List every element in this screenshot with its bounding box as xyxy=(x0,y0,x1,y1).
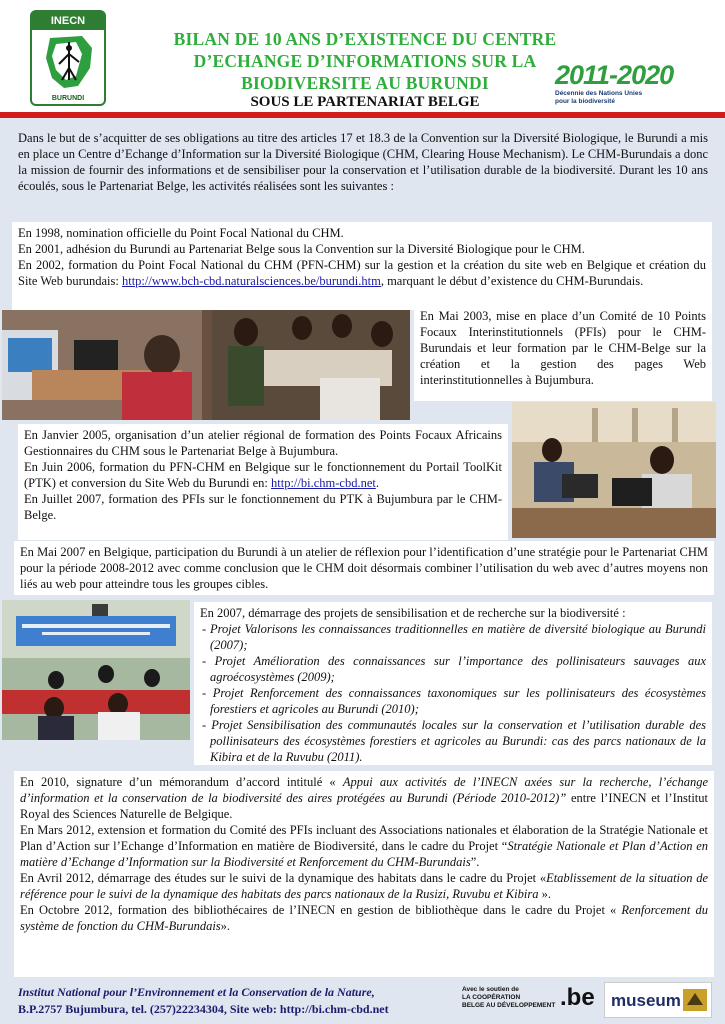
partner-line-3: BELGE AU DÉVELOPPEMENT xyxy=(462,1002,556,1009)
training-photo-workshop xyxy=(512,402,716,538)
footer-address: B.P.2757 Bujumbura, tel. (257)22234304, Site web: http://bi.chm-cbd.net xyxy=(18,1002,389,1016)
belgian-cooperation-logo xyxy=(462,986,558,1010)
partner-line-2: LA COOPÉRATION xyxy=(462,994,521,1001)
page-title xyxy=(150,28,580,94)
page-subtitle: SOUS LE PARTENARIAT BELGE xyxy=(250,94,480,110)
inecn-logo-caption: BURUNDI xyxy=(51,95,85,102)
entry-2001: En 2001, adhésion du Burundi au Partenariat Belge sous la Convention sur la Diversité Biologique pour le CHM. xyxy=(18,242,585,256)
title-line-1: BILAN DE 10 ANS D’EXISTENCE DU CENTRE xyxy=(173,29,557,49)
title-line-3: BIODIVERSITE AU BURUNDI xyxy=(241,73,489,93)
entry-july-2007: En Juillet 2007, formation des PFIs sur le fonctionnement du PTK à Bujumbura par le CHM-Belge. xyxy=(24,492,502,522)
timeline-block-1998-2002 xyxy=(12,222,712,310)
entry-1998: En 1998, nomination officielle du Point Focal National du CHM. xyxy=(18,226,344,240)
page-footer xyxy=(0,978,725,1024)
footer-institution: Institut National pour l’Environnement et la Conservation de la Nature, xyxy=(18,985,375,999)
training-photo-computer-room xyxy=(2,310,410,420)
museum-logo xyxy=(604,982,712,1018)
header-divider xyxy=(0,112,725,118)
partner-line-1: Avec le soutien de xyxy=(462,986,519,993)
decade-years: 2011-2020 xyxy=(555,60,674,90)
timeline-block-2005-2007 xyxy=(18,424,508,540)
burundi-map-icon xyxy=(42,34,96,90)
be-logo: .be xyxy=(560,984,595,1011)
entry-may-2007: En Mai 2007 en Belgique, participation du Burundi à un atelier de réflexion pour l’identification d’une stratégie pour le Partenariat CHM pour la période 2008-2012 avec comme conclusion que le CHM doit désormais combiner l’utilisation du web avec d’autres moyens non liés au web pour atteindre tous les groupes cibles. xyxy=(20,545,708,591)
decade-caption-2: pour la biodiversité xyxy=(555,98,615,105)
entry-march-2012: En Mars 2012, extension et formation du Comité des PFIs incluant des Associations nationales et élaboration de la Stratégie Nationale et Plan d’Action sur l’Echange d’Information en matière de Biodiversité, dans le cadre du Projet “Stratégie Nationale et Plan d’Action en matière d’Echange d’Information sur la Biodiversité et Renforcement du CHM-Burundais”. xyxy=(20,823,708,869)
project-item: - Projet Sensibilisation des communautés locales sur la conservation et l’utilisation durable des pollinisateurs des écosystèmes forestiers et agricoles au Burundi: cas des parcs nationaux de la Kibira et de la Ruvubu (2011). xyxy=(202,718,706,764)
entry-april-2012: En Avril 2012, démarrage des études sur le suivi de la dynamique des habitats dans le cadre du Projet «Etablissement de la situation de référence pour le suivi de la dynamique des habitats des parcs nationaux de la Rusizi, Ruvubu et Kibira ». xyxy=(20,871,708,901)
bch-website-link[interactable]: http://www.bch-cbd.naturalsciences.be/burundi.htm xyxy=(121,274,381,288)
inecn-logo xyxy=(30,10,106,106)
un-decade-biodiversity-logo xyxy=(555,60,715,108)
title-line-2: D’ECHANGE D’INFORMATIONS SUR LA xyxy=(193,51,537,71)
timeline-block-2003 xyxy=(414,305,712,401)
entry-2010: En 2010, signature d’un mémorandum d’accord intitulé « Appui aux activités de l’INECN axées sur la recherche, l’échange d’information et la conservation de la biodiversité des aires protégées au Burundi (Période 2010-2012)” entre l’INECN et l’Institut Royal des Sciences Naturelle de Belgique. xyxy=(20,775,709,821)
inecn-logo-title: INECN xyxy=(32,12,104,30)
projects-intro: En 2007, démarrage des projets de sensibilisation et de recherche sur la biodiversité : xyxy=(200,606,626,620)
museum-logo-text: museum xyxy=(611,991,681,1010)
page-header xyxy=(0,0,725,112)
entry-2003: En Mai 2003, mise en place d’un Comité de 10 Points Focaux Interinstitutionnels (PFIs) pour le CHM-Burundais et leur formation par le CHM-Belge sur la création et la gestion des pages Web interinstitutionnelles à Bujumbura. xyxy=(420,309,706,387)
entry-october-2012: En Octobre 2012, formation des bibliothécaires de l’INECN en gestion de bibliothèque dans le cadre du Projet « Renforcement du système de fonction du CHM-Burundais». xyxy=(20,903,708,933)
entry-2006: En Juin 2006, formation du PFN-CHM en Belgique sur le fonctionnement du Portail ToolKit (PTK) et conversion du Site Web du Burundi en: http://bi.chm-cbd.net. xyxy=(24,460,502,490)
museum-bird-icon xyxy=(683,989,707,1011)
timeline-block-may-2007 xyxy=(14,541,714,595)
decade-caption-1: Décennie des Nations Unies xyxy=(555,90,643,97)
timeline-block-2010-2012 xyxy=(14,771,714,977)
project-item: - Projet Renforcement des connaissances taxonomiques sur les pollinisateurs des écosystèmes forestiers et agricoles au Burundi (2010); xyxy=(202,686,706,716)
projects-list xyxy=(200,621,706,765)
conference-photo xyxy=(2,600,190,740)
footer-contact xyxy=(18,984,438,1018)
chm-cbd-link[interactable]: http://bi.chm-cbd.net xyxy=(271,476,376,490)
entry-2002: En 2002, formation du Point Focal National du CHM (PFN-CHM) sur la gestion et la création du site web en Belgique et création du Site Web burundais: http://www.bch-cbd.naturalsciences.be/burundi.htm, marquant le début d’existence du CHM-Burundais. xyxy=(18,258,706,288)
project-item: - Projet Valorisons les connaissances traditionnelles en matière de diversité biologique au Burundi (2007); xyxy=(202,622,706,652)
intro-paragraph: Dans le but de s’acquitter de ses obligations au titre des articles 17 et 18.3 de la Convention sur la Diversité Biologique, le Burundi a mis en place un Centre d’Echange d’Information sur la Diversité Biologique (CHM, Clearing House Mechanism). Le CHM-Burundais a donc la mission de fournir des informations et de sensibiliser pour la conservation et l’utilisation durable de la biodiversité. Durant les 10 ans écoulés, sous le Partenariat Belge, les activités réalisées sont les suivantes : xyxy=(18,131,708,193)
project-item: - Projet Amélioration des connaissances sur l’importance des pollinisateurs sauvages aux agroécosystèmes (2009); xyxy=(202,654,706,684)
projects-block-2007 xyxy=(194,602,712,765)
entry-2005: En Janvier 2005, organisation d’un atelier régional de formation des Points Focaux Africains Gestionnaires du CHM sous le Partenariat Belge à Bujumbura. xyxy=(24,428,502,458)
